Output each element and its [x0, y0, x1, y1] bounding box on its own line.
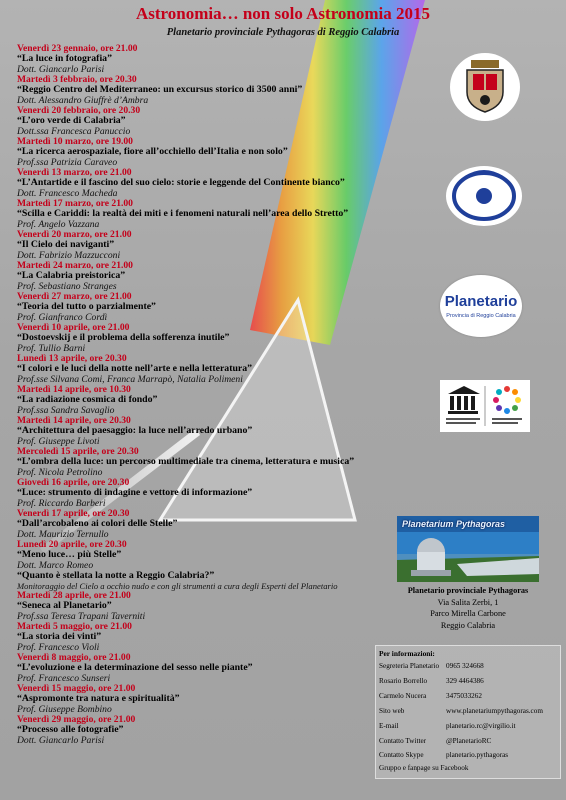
event-title: “Il Cielo dei naviganti” — [17, 239, 115, 251]
event-title: “L’Antartide e il fascino del suo cielo: storie e leggende del Continente bianco” — [17, 177, 345, 189]
event-speaker: Dott. Alessandro Giuffrè d’Ambra — [17, 94, 149, 106]
info-value: 3475033262 — [446, 692, 482, 700]
event-date: Venerdì 27 marzo, ore 21.00 — [17, 291, 132, 302]
event-speaker: Prof. Giuseppe Livoti — [17, 435, 100, 447]
event-item — [17, 715, 417, 746]
event-title: “Processo alle fotografie” — [17, 724, 124, 736]
twitter-handle[interactable]: @PlanetarioRC — [446, 737, 492, 745]
info-box — [375, 645, 561, 779]
event-item — [17, 44, 417, 75]
event-item — [17, 622, 417, 653]
event-date: Venerdì 13 marzo, ore 21.00 — [17, 167, 132, 178]
event-title: “Architettura del paesaggio: la luce nell’arredo urbano” — [17, 425, 253, 437]
planetario-city: Reggio Calabria — [440, 620, 496, 630]
event-date: Venerdì 29 maggio, ore 21.00 — [17, 714, 136, 725]
planetario-logo-text: Planetario — [444, 292, 518, 310]
planetario-logo — [440, 275, 522, 337]
event-item — [17, 168, 417, 199]
event-item — [17, 199, 417, 230]
event-item — [17, 292, 417, 323]
event-title: “Aspromonte tra natura e spiritualità” — [17, 693, 180, 705]
skype-handle[interactable]: planetario.pythagoras — [446, 751, 509, 759]
event-speaker: Dott. Francesco Macheda — [17, 187, 118, 199]
event-speaker: Prof. Francesco Violi — [17, 641, 100, 653]
event-title: “Reggio Centro del Mediterraneo: un excursus storico di 3500 anni” — [17, 84, 303, 96]
event-title: “L’ombra della luce: un percorso multimediale tra cinema, letteratura e musica” — [17, 456, 355, 468]
coat-of-arms-logo — [449, 52, 521, 122]
event-speaker: Dott. Giancarlo Parisi — [17, 734, 105, 746]
poster-subtitle: Planetario provinciale Pythagoras di Reggio Calabria — [166, 27, 400, 38]
info-heading: Per informazioni: — [379, 649, 435, 658]
event-date: Venerdì 23 gennaio, ore 21.00 — [17, 43, 138, 54]
info-value: 0965 324668 — [446, 662, 484, 670]
event-date: Lunedì 20 aprile, ore 20.30 — [17, 539, 127, 550]
planetarium-photo-caption: Planetarium Pythagoras — [402, 519, 506, 529]
event-speaker: Dott. Maurizio Ternullo — [17, 528, 109, 540]
event-item — [17, 354, 417, 385]
event-title: “Quanto è stellata la notte a Reggio Calabria?” — [17, 570, 215, 581]
planetario-name: Planetario provinciale Pythagoras — [407, 586, 529, 595]
event-speaker: Prof.ssa Patrizia Caraveo — [17, 156, 118, 168]
event-speaker: Dott. Fabrizio Mazzucconi — [17, 249, 121, 261]
event-date: Martedì 5 maggio, ore 21.00 — [17, 621, 132, 632]
event-item — [17, 385, 417, 416]
societa-astronomica-logo — [445, 165, 523, 227]
event-speaker: Prof. Riccardo Barberi — [17, 497, 106, 509]
event-title: “Teoria del tutto o parzialmente” — [17, 301, 156, 313]
event-speaker: Dott. Giancarlo Parisi — [17, 63, 105, 75]
info-label: Contatto Twitter — [379, 737, 427, 745]
event-date: Venerdì 17 aprile, ore 20.30 — [17, 508, 130, 519]
planetarium-photo — [397, 516, 539, 582]
event-speaker: Dott.ssa Francesca Panuccio — [17, 125, 131, 137]
event-date: Martedì 28 aprile, ore 21.00 — [17, 590, 131, 601]
info-label: Contatto Skype — [379, 751, 424, 759]
event-speaker: Prof.ssa Sandra Savaglio — [17, 404, 115, 416]
event-item — [17, 540, 417, 571]
event-date: Giovedì 16 aprile, ore 20.30 — [17, 477, 130, 488]
event-date: Mercoledì 15 aprile, ore 20.30 — [17, 446, 139, 457]
event-speaker: Prof. Nicola Petrolino — [17, 466, 103, 478]
event-item — [17, 571, 417, 591]
planetario-park: Parco Mirella Carbone — [430, 609, 506, 618]
email-link[interactable]: planetario.rc@virgilio.it — [446, 722, 516, 730]
info-label: Segreteria Planetario — [379, 662, 440, 670]
planetario-logo-subtext: Provincia di Reggio Calabria — [446, 312, 516, 319]
event-date: Lunedì 13 aprile, ore 20.30 — [17, 353, 127, 364]
event-title: “L’evoluzione e la determinazione del sesso nelle piante” — [17, 662, 253, 674]
event-title: “Dall’arcobaleno ai colori delle Stelle” — [17, 518, 178, 530]
event-item — [17, 75, 417, 106]
website-link[interactable]: www.planetariumpythagoras.com — [446, 707, 543, 715]
event-description: Monitoraggio del Cielo a occhio nudo e con gli strumenti a cura degli Esperti del Planetario — [17, 580, 338, 591]
event-item — [17, 478, 417, 509]
event-item — [17, 591, 417, 622]
event-title: “I colori e le luci della notte nell’arte e nella letteratura” — [17, 363, 253, 375]
info-label: E-mail — [379, 722, 399, 730]
event-item — [17, 106, 417, 137]
event-date: Martedì 10 marzo, ore 19.00 — [17, 136, 133, 147]
event-title: “Dostoevskij e il problema della sofferenza inutile” — [17, 332, 230, 344]
event-item — [17, 137, 417, 168]
event-title: “L’oro verde di Calabria” — [17, 115, 126, 127]
event-speaker: Prof. Sebastiano Stranges — [17, 280, 117, 292]
event-list — [17, 44, 417, 746]
event-date: Venerdì 10 aprile, ore 21.00 — [17, 322, 130, 333]
event-date: Venerdì 20 marzo, ore 21.00 — [17, 229, 132, 240]
event-title: “Seneca al Planetario” — [17, 600, 112, 612]
event-speaker: Prof. Gianfranco Cordì — [17, 311, 108, 323]
event-item — [17, 653, 417, 684]
event-date: Venerdì 8 maggio, ore 21.00 — [17, 652, 131, 663]
facebook-fanpage: Gruppo e fanpage su Facebook — [379, 764, 469, 772]
event-item — [17, 447, 417, 478]
event-date: Venerdì 15 maggio, ore 21.00 — [17, 683, 136, 694]
event-item — [17, 684, 417, 715]
event-title: “La radiazione cosmica di fondo” — [17, 394, 158, 406]
info-value: 329 4464386 — [446, 677, 484, 685]
event-title: “La ricerca aerospaziale, fiore all’occhiello dell’Italia e non solo” — [17, 146, 288, 158]
event-item — [17, 509, 417, 540]
event-date: Martedì 24 marzo, ore 21.00 — [17, 260, 133, 271]
event-speaker: Prof. Angelo Vazzana — [17, 218, 100, 230]
event-title: “Luce: strumento di indagine e vettore di informazione” — [17, 487, 253, 499]
info-label: Sito web — [379, 707, 405, 715]
event-speaker: Prof. Giuseppe Bombino — [17, 703, 112, 715]
event-title: “Meno luce… più Stelle” — [17, 549, 122, 561]
event-date: Martedì 14 aprile, ore 10.30 — [17, 384, 131, 395]
event-item — [17, 261, 417, 292]
event-item — [17, 416, 417, 447]
event-date: Venerdì 20 febbraio, ore 20.30 — [17, 105, 141, 116]
poster-title: Astronomia… non solo Astronomia 2015 — [135, 4, 431, 23]
event-item — [17, 323, 417, 354]
planetario-street: Via Salita Zerbi, 1 — [437, 597, 499, 607]
event-title: “La luce in fotografia” — [17, 53, 112, 65]
info-label: Rosario Borrello — [379, 677, 428, 685]
event-speaker: Prof. Tullio Barni — [17, 342, 86, 354]
info-label: Carmelo Nucera — [379, 692, 427, 700]
event-title: “Scilla e Cariddi: la realtà dei miti e i fenomeni naturali nell’area dello Stretto” — [17, 208, 349, 220]
event-date: Martedì 17 marzo, ore 21.00 — [17, 198, 133, 209]
event-date: Martedì 14 aprile, ore 20.30 — [17, 415, 131, 426]
event-item — [17, 230, 417, 261]
planetario-address — [380, 585, 556, 631]
event-speaker: Dott. Marco Romeo — [17, 559, 94, 571]
event-speaker: Prof.ssa Teresa Trapani Taverniti — [17, 610, 146, 622]
event-title: “La storia dei vinti” — [17, 631, 102, 643]
unesco-year-of-light-logo — [440, 380, 530, 432]
event-speaker: Prof. Francesco Sunseri — [17, 672, 111, 684]
event-date: Martedì 3 febbraio, ore 20.30 — [17, 74, 137, 85]
event-speaker: Prof.sse Silvana Comi, Franca Marrapò, Natalia Polimeni — [17, 373, 243, 385]
event-title: “La Calabria preistorica” — [17, 270, 126, 282]
